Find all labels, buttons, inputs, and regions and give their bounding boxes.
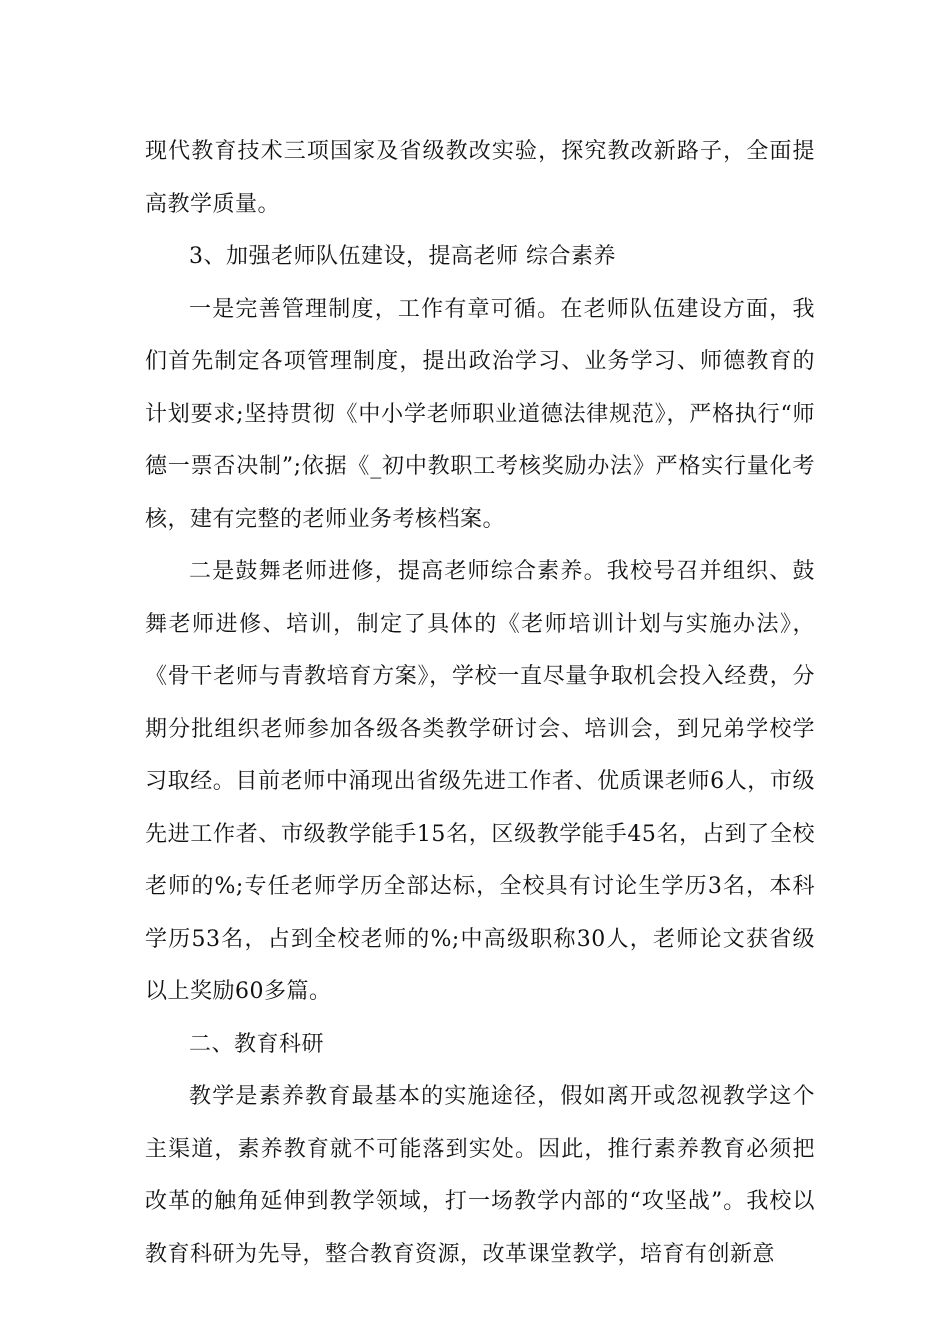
paragraph-management-system: 一是完善管理制度，工作有章可循。在老师队伍建设方面，我们首先制定各项管理制度，提出政治学习、业务学习、师德教育的计划要求;坚持贯彻《中小学老师职业道德法律规范》，严格执行“师德一票否决制”;依据《_初中教职工考核奖励办法》严格实行量化考核，建有完整的老师业务考核档案。 xyxy=(145,296,815,532)
section-heading-education-research: 二、教育科研 xyxy=(189,1031,325,1057)
paragraph-continuation: 现代教育技术三项国家及省级教改实验，探究教改新路子，全面提高教学质量。 xyxy=(145,139,815,217)
section-heading-teacher-team: 3、加强老师队伍建设，提高老师 综合素养 xyxy=(189,244,616,269)
paragraph-teacher-training: 二是鼓舞老师进修，提高老师综合素养。我校号召并组织、鼓舞老师进修、培训，制定了具体的《老师培训计划与实施办法》，《骨干老师与青教培育方案》，学校一直尽量争取机会投入经费，分期分批组织老师参加各级各类教学研讨会、培训会，到兄弟学校学习取经。目前老师中涌现出省级先进工作者、优质课老师6人，市级先进工作者、市级教学能手15名，区级教学能手45名，占到了全校老师的%;专任老师学历全部达标，全校具有讨论生学历3名，本科学历53名，占到全校老师的%;中高级职称30人，老师论文获省级以上奖励60多篇。 xyxy=(145,559,815,1004)
paragraph-teaching-reform: 教学是素养教育最基本的实施途径，假如离开或忽视教学这个主渠道，素养教育就不可能落到实处。因此，推行素养教育必须把改革的触角延伸到教学领域，打一场教学内部的“攻坚战”。我校以教育科研为先导，整合教育资源，改革课堂教学，培育有创新意 xyxy=(145,1084,815,1267)
document-page xyxy=(145,126,815,1281)
